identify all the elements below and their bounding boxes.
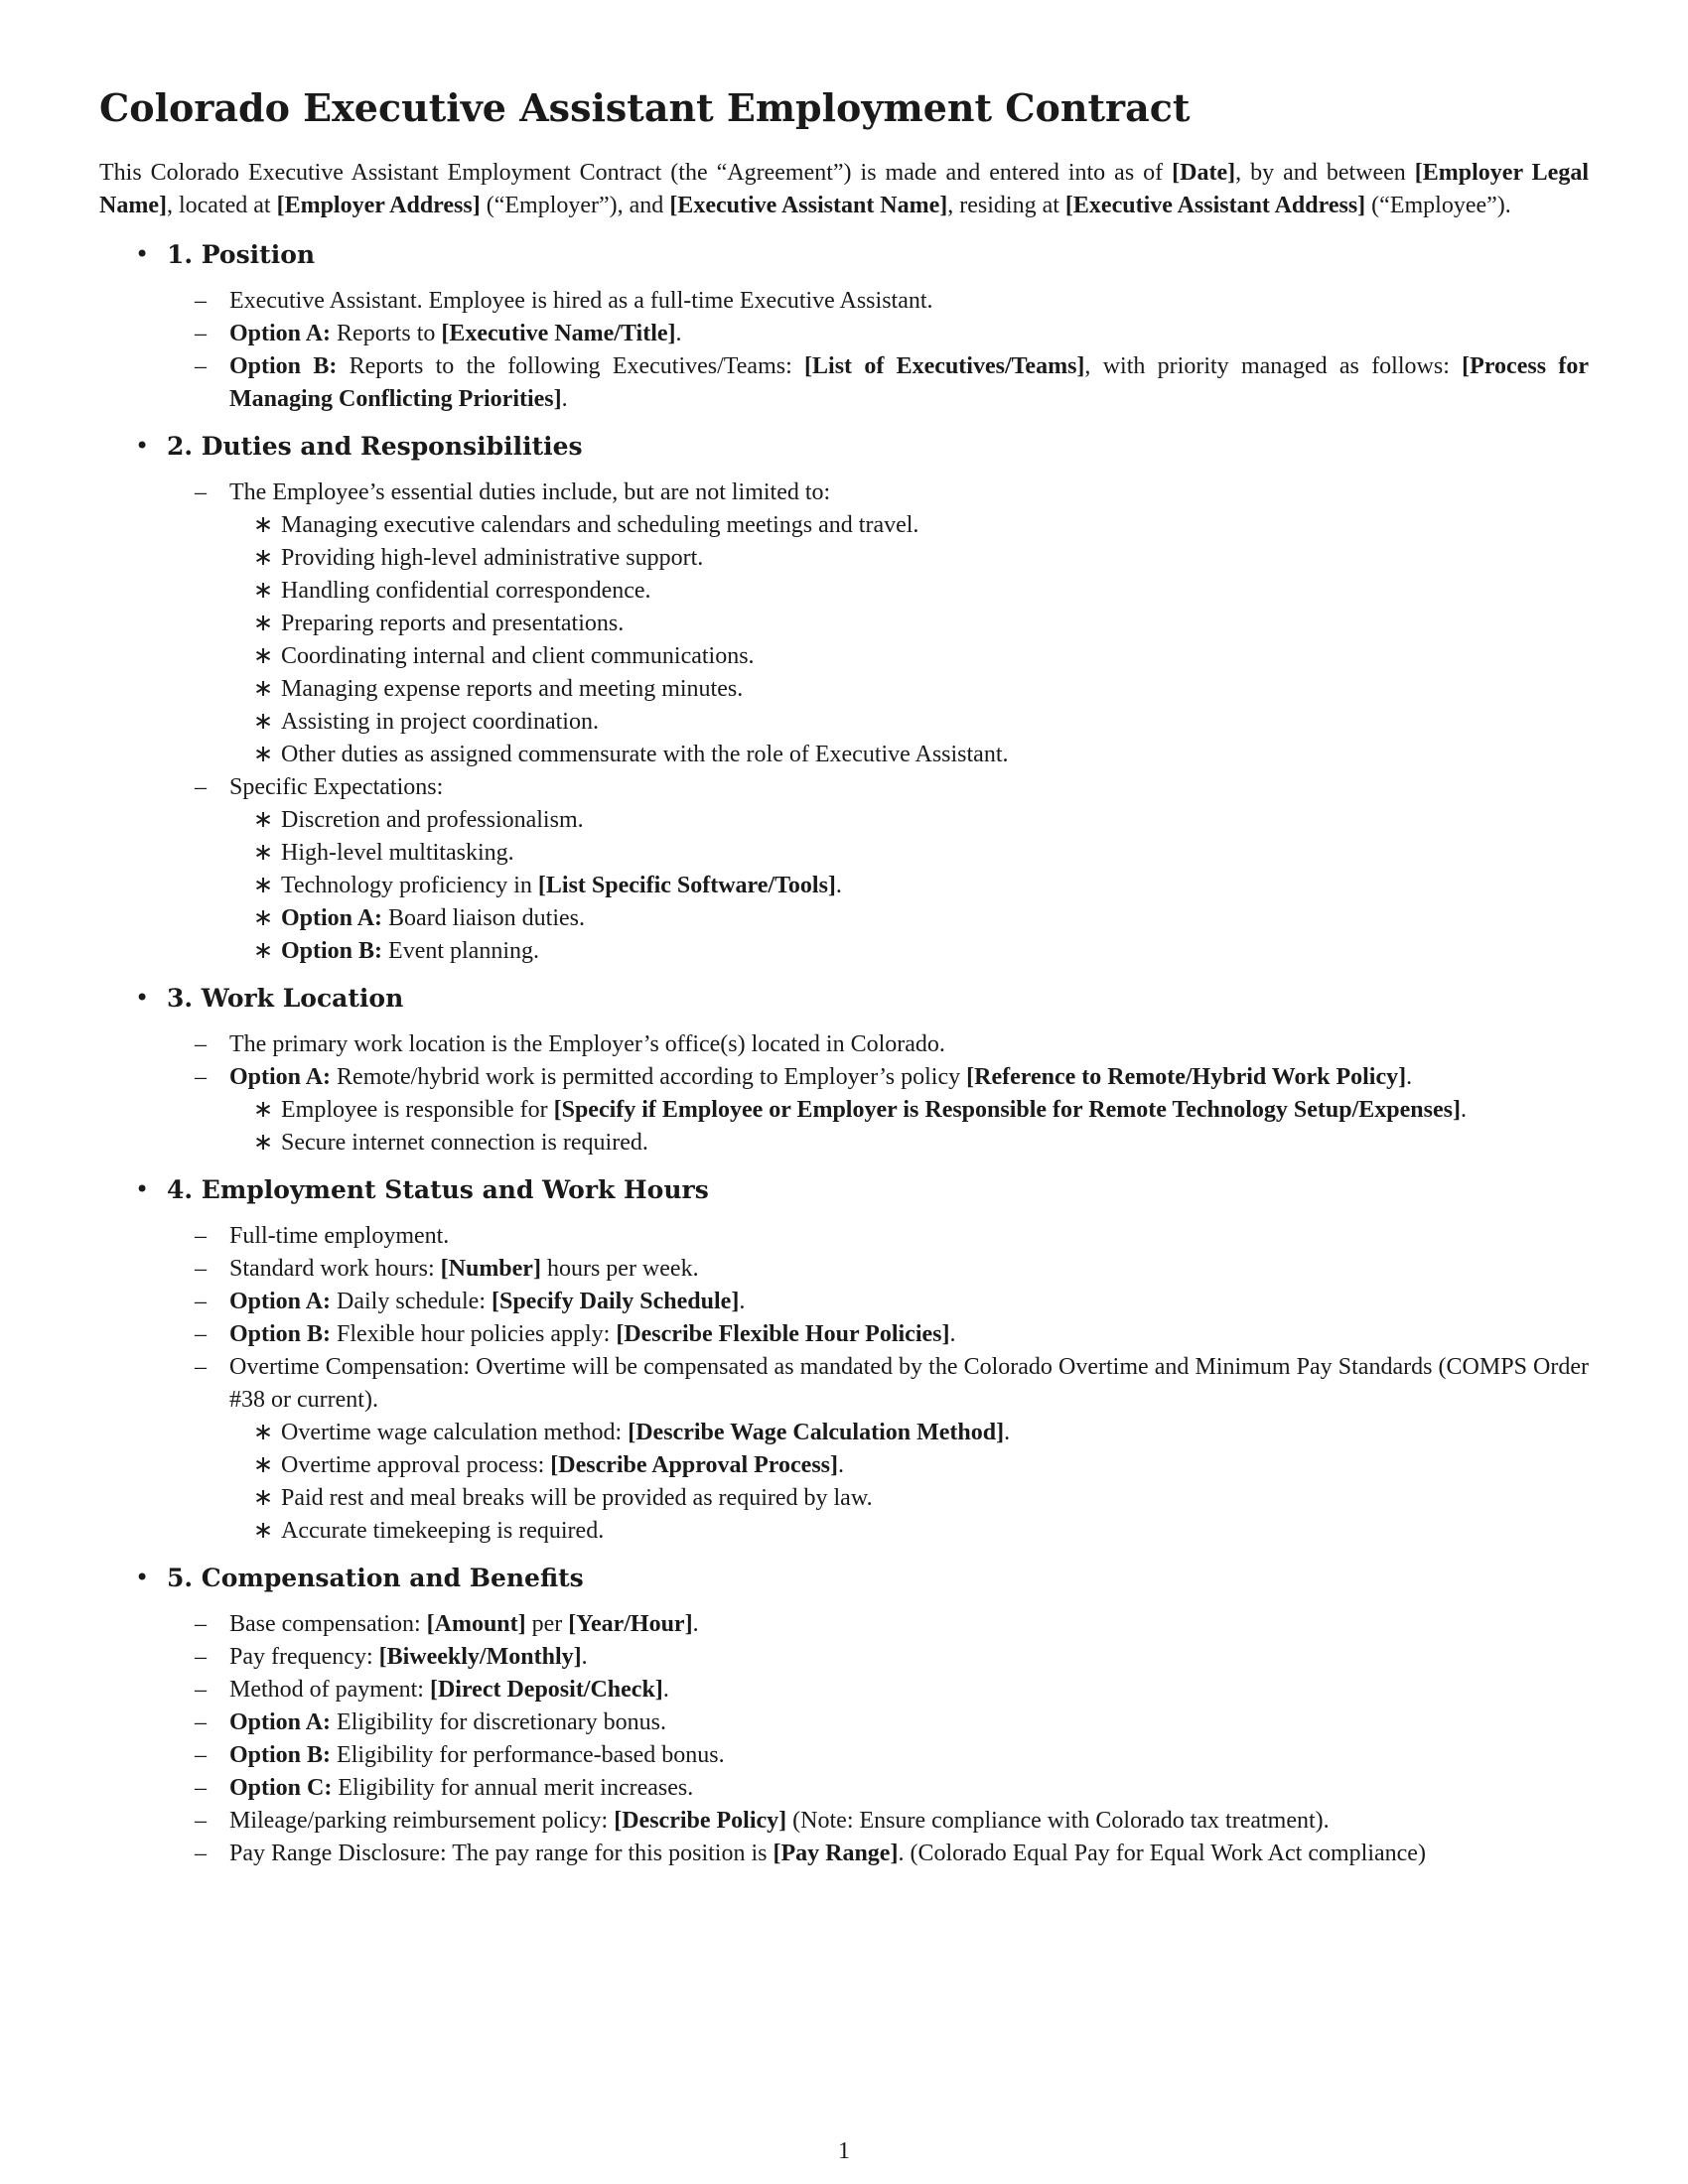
section-title: 5. Compensation and Benefits bbox=[167, 1563, 584, 1592]
dash-icon: – bbox=[195, 287, 207, 314]
option-label: Option B: bbox=[229, 1741, 332, 1768]
dash-icon: – bbox=[195, 1353, 207, 1380]
item-list bbox=[167, 285, 1589, 416]
list-item bbox=[167, 1351, 1589, 1548]
list-item bbox=[167, 1772, 1589, 1805]
sub-list bbox=[229, 804, 1589, 968]
dash-icon: – bbox=[195, 773, 207, 800]
section-work-location bbox=[99, 982, 1589, 1160]
sub-item-text: . bbox=[835, 872, 842, 898]
placeholder-field: [Specify Daily Schedule] bbox=[491, 1288, 740, 1314]
list-item bbox=[167, 1318, 1589, 1351]
page-number: 1 bbox=[838, 2138, 850, 2164]
sub-item-text: Paid rest and meal breaks will be provided as required by law. bbox=[281, 1484, 873, 1511]
asterisk-icon: ∗ bbox=[253, 610, 274, 636]
sub-item-text: Preparing reports and presentations. bbox=[281, 610, 625, 636]
item-text: Specific Expectations: bbox=[229, 773, 444, 800]
dash-icon: – bbox=[195, 320, 207, 346]
sub-item-text: Overtime approval process: bbox=[281, 1451, 551, 1478]
option-label: Option A: bbox=[281, 904, 383, 931]
date-field: [Date] bbox=[1172, 159, 1236, 186]
item-text: Eligibility for annual merit increases. bbox=[332, 1774, 694, 1801]
item-text: . bbox=[739, 1288, 746, 1314]
item-text: Base compensation: bbox=[229, 1610, 427, 1637]
dash-icon: – bbox=[195, 1320, 207, 1347]
placeholder-field: [Describe Policy] bbox=[614, 1807, 787, 1834]
sub-item bbox=[229, 1482, 1589, 1515]
list-item bbox=[167, 285, 1589, 318]
list-item bbox=[167, 1253, 1589, 1286]
sub-item bbox=[229, 673, 1589, 706]
option-label: Option B: bbox=[281, 937, 383, 964]
list-item bbox=[167, 1739, 1589, 1772]
sub-item-text: Managing expense reports and meeting minutes. bbox=[281, 675, 744, 702]
placeholder-field: [Describe Approval Process] bbox=[550, 1451, 838, 1478]
item-text: Pay frequency: bbox=[229, 1643, 379, 1670]
placeholder-field: [Specify if Employee or Employer is Responsible for Remote Technology Setup/Expenses] bbox=[553, 1096, 1461, 1123]
sub-list bbox=[229, 1094, 1589, 1160]
placeholder-field: [List of Executives/Teams] bbox=[804, 352, 1085, 379]
asterisk-icon: ∗ bbox=[253, 806, 274, 833]
dash-icon: – bbox=[195, 1807, 207, 1834]
item-text: . bbox=[581, 1643, 588, 1670]
option-label: Option A: bbox=[229, 1063, 332, 1090]
sub-item bbox=[229, 1127, 1589, 1160]
list-item bbox=[167, 1641, 1589, 1674]
sub-item bbox=[229, 1449, 1589, 1482]
item-text: . (Colorado Equal Pay for Equal Work Act compliance) bbox=[898, 1840, 1426, 1866]
item-list bbox=[167, 477, 1589, 968]
placeholder-field: [Number] bbox=[440, 1255, 541, 1282]
item-text: The primary work location is the Employer’s office(s) located in Colorado. bbox=[229, 1030, 945, 1057]
sub-item-text: Handling confidential correspondence. bbox=[281, 577, 651, 604]
sub-item bbox=[229, 640, 1589, 673]
asterisk-icon: ∗ bbox=[253, 708, 274, 735]
sub-item-text: Board liaison duties. bbox=[382, 904, 586, 931]
item-text: Mileage/parking reimbursement policy: bbox=[229, 1807, 615, 1834]
sub-item-text: Overtime wage calculation method: bbox=[281, 1419, 629, 1445]
sub-item-text: Event planning. bbox=[382, 937, 539, 964]
item-text: Standard work hours: bbox=[229, 1255, 441, 1282]
list-item bbox=[167, 318, 1589, 350]
asterisk-icon: ∗ bbox=[253, 937, 274, 964]
sub-item-text: Assisting in project coordination. bbox=[281, 708, 599, 735]
section-employment-status bbox=[99, 1173, 1589, 1548]
section-title: 4. Employment Status and Work Hours bbox=[167, 1174, 709, 1204]
sub-item bbox=[229, 739, 1589, 771]
item-text: Pay Range Disclosure: The pay range for this position is bbox=[229, 1840, 774, 1866]
dash-icon: – bbox=[195, 1774, 207, 1801]
sub-item-text: Accurate timekeeping is required. bbox=[281, 1517, 605, 1544]
asterisk-icon: ∗ bbox=[253, 1419, 274, 1445]
placeholder-field: [Process for Managing Conflicting Priorities] bbox=[229, 352, 1589, 412]
employer-name-field: [Employer Legal Name] bbox=[99, 159, 1589, 218]
item-text: . bbox=[949, 1320, 956, 1347]
dash-icon: – bbox=[195, 1255, 207, 1282]
item-text: Overtime Compensation: Overtime will be compensated as mandated by the Colorado Overtime and Minimum Pay Standards (COMPS Order #38 or current). bbox=[229, 1353, 1589, 1413]
asterisk-icon: ∗ bbox=[253, 675, 274, 702]
bullet-icon: • bbox=[135, 239, 150, 268]
sub-item bbox=[229, 509, 1589, 542]
list-item bbox=[167, 350, 1589, 416]
option-label: Option A: bbox=[229, 1288, 332, 1314]
sub-item-text: Technology proficiency in bbox=[281, 872, 538, 898]
sub-list bbox=[229, 509, 1589, 771]
bullet-icon: • bbox=[135, 983, 150, 1012]
placeholder-field: [Reference to Remote/Hybrid Work Policy] bbox=[966, 1063, 1407, 1090]
asterisk-icon: ∗ bbox=[253, 1517, 274, 1544]
dash-icon: – bbox=[195, 1840, 207, 1866]
item-text: . bbox=[561, 385, 568, 412]
sub-item-text: . bbox=[1460, 1096, 1467, 1123]
sub-item-text: Providing high-level administrative support. bbox=[281, 544, 704, 571]
section-list bbox=[99, 238, 1589, 1870]
bullet-icon: • bbox=[135, 1174, 150, 1203]
dash-icon: – bbox=[195, 1288, 207, 1314]
sub-item-text: Employee is responsible for bbox=[281, 1096, 554, 1123]
asterisk-icon: ∗ bbox=[253, 1451, 274, 1478]
intro-text: , residing at bbox=[947, 192, 1065, 218]
intro-text: , located at bbox=[166, 192, 277, 218]
item-text: per bbox=[525, 1610, 569, 1637]
option-label: Option B: bbox=[229, 352, 338, 379]
sub-item bbox=[229, 1515, 1589, 1548]
sub-item bbox=[229, 542, 1589, 575]
section-title: 3. Work Location bbox=[167, 983, 404, 1013]
list-item bbox=[167, 1838, 1589, 1870]
item-text: . bbox=[1406, 1063, 1413, 1090]
dash-icon: – bbox=[195, 1643, 207, 1670]
item-text: , with priority managed as follows: bbox=[1084, 352, 1463, 379]
document-page bbox=[99, 85, 1589, 1884]
dash-icon: – bbox=[195, 478, 207, 505]
intro-text: This Colorado Executive Assistant Employment Contract (the “Agreement”) is made and entered into as of bbox=[99, 159, 1173, 186]
intro-text: (“Employer”), and bbox=[480, 192, 670, 218]
sub-item-text: Other duties as assigned commensurate with the role of Executive Assistant. bbox=[281, 741, 1009, 767]
option-label: Option A: bbox=[229, 1708, 332, 1735]
sub-item bbox=[229, 804, 1589, 837]
sub-item bbox=[229, 706, 1589, 739]
sub-item-text: . bbox=[837, 1451, 844, 1478]
dash-icon: – bbox=[195, 1222, 207, 1249]
sub-item-text: Managing executive calendars and scheduling meetings and travel. bbox=[281, 511, 919, 538]
list-item bbox=[167, 1805, 1589, 1838]
asterisk-icon: ∗ bbox=[253, 1129, 274, 1156]
bullet-icon: • bbox=[135, 431, 150, 460]
item-text: The Employee’s essential duties include, but are not limited to: bbox=[229, 478, 831, 505]
list-item bbox=[167, 1608, 1589, 1641]
placeholder-field: [Direct Deposit/Check] bbox=[429, 1676, 663, 1703]
dash-icon: – bbox=[195, 1676, 207, 1703]
item-text: . bbox=[692, 1610, 699, 1637]
placeholder-field: [Pay Range] bbox=[773, 1840, 899, 1866]
intro-paragraph bbox=[99, 157, 1589, 222]
item-text: Flexible hour policies apply: bbox=[331, 1320, 617, 1347]
sub-item-text: Secure internet connection is required. bbox=[281, 1129, 648, 1156]
sub-item bbox=[229, 1417, 1589, 1449]
dash-icon: – bbox=[195, 352, 207, 379]
placeholder-field: [Describe Wage Calculation Method] bbox=[628, 1419, 1005, 1445]
item-text: Reports to the following Executives/Teams: bbox=[337, 352, 805, 379]
item-text: Eligibility for discretionary bonus. bbox=[331, 1708, 666, 1735]
item-list bbox=[167, 1608, 1589, 1870]
item-text: . bbox=[662, 1676, 669, 1703]
list-item bbox=[167, 1028, 1589, 1061]
dash-icon: – bbox=[195, 1030, 207, 1057]
asterisk-icon: ∗ bbox=[253, 1484, 274, 1511]
item-text: Executive Assistant. Employee is hired as a full-time Executive Assistant. bbox=[229, 287, 933, 314]
assistant-address-field: [Executive Assistant Address] bbox=[1064, 192, 1366, 218]
asterisk-icon: ∗ bbox=[253, 872, 274, 898]
list-item bbox=[167, 771, 1589, 968]
dash-icon: – bbox=[195, 1610, 207, 1637]
sub-item-text: Discretion and professionalism. bbox=[281, 806, 584, 833]
item-text: Method of payment: bbox=[229, 1676, 430, 1703]
asterisk-icon: ∗ bbox=[253, 511, 274, 538]
placeholder-field: [List Specific Software/Tools] bbox=[537, 872, 836, 898]
item-list bbox=[167, 1220, 1589, 1548]
list-item bbox=[167, 1706, 1589, 1739]
sub-item-text: Coordinating internal and client communications. bbox=[281, 642, 755, 669]
section-position bbox=[99, 238, 1589, 416]
asterisk-icon: ∗ bbox=[253, 904, 274, 931]
section-title: 2. Duties and Responsibilities bbox=[167, 431, 583, 461]
placeholder-field: [Describe Flexible Hour Policies] bbox=[616, 1320, 950, 1347]
sub-item bbox=[229, 575, 1589, 608]
dash-icon: – bbox=[195, 1063, 207, 1090]
asterisk-icon: ∗ bbox=[253, 741, 274, 767]
item-text: Reports to bbox=[331, 320, 442, 346]
asterisk-icon: ∗ bbox=[253, 577, 274, 604]
option-label: Option C: bbox=[229, 1774, 333, 1801]
sub-item bbox=[229, 902, 1589, 935]
section-duties bbox=[99, 430, 1589, 968]
option-label: Option A: bbox=[229, 320, 332, 346]
placeholder-field: [Amount] bbox=[426, 1610, 526, 1637]
employer-address-field: [Employer Address] bbox=[276, 192, 481, 218]
dash-icon: – bbox=[195, 1708, 207, 1735]
sub-list bbox=[229, 1417, 1589, 1548]
sub-item bbox=[229, 837, 1589, 870]
list-item bbox=[167, 477, 1589, 771]
intro-text: , by and between bbox=[1235, 159, 1415, 186]
item-text: (Note: Ensure compliance with Colorado tax treatment). bbox=[786, 1807, 1330, 1834]
item-text: Eligibility for performance-based bonus. bbox=[331, 1741, 725, 1768]
sub-item bbox=[229, 1094, 1589, 1127]
item-text: hours per week. bbox=[540, 1255, 699, 1282]
item-text: Full-time employment. bbox=[229, 1222, 450, 1249]
assistant-name-field: [Executive Assistant Name] bbox=[669, 192, 948, 218]
list-item bbox=[167, 1286, 1589, 1318]
placeholder-field: [Year/Hour] bbox=[568, 1610, 693, 1637]
sub-item bbox=[229, 870, 1589, 902]
sub-item bbox=[229, 935, 1589, 968]
sub-item-text: High-level multitasking. bbox=[281, 839, 514, 866]
placeholder-field: [Biweekly/Monthly] bbox=[378, 1643, 582, 1670]
item-text: Remote/hybrid work is permitted according to Employer’s policy bbox=[331, 1063, 967, 1090]
item-list bbox=[167, 1028, 1589, 1160]
asterisk-icon: ∗ bbox=[253, 544, 274, 571]
item-text: . bbox=[675, 320, 682, 346]
option-label: Option B: bbox=[229, 1320, 332, 1347]
dash-icon: – bbox=[195, 1741, 207, 1768]
list-item bbox=[167, 1220, 1589, 1253]
asterisk-icon: ∗ bbox=[253, 642, 274, 669]
asterisk-icon: ∗ bbox=[253, 839, 274, 866]
document-title: Colorado Executive Assistant Employment Contract bbox=[99, 85, 1191, 130]
placeholder-field: [Executive Name/Title] bbox=[441, 320, 676, 346]
sub-item-text: . bbox=[1004, 1419, 1011, 1445]
list-item bbox=[167, 1674, 1589, 1706]
list-item bbox=[167, 1061, 1589, 1160]
section-title: 1. Position bbox=[167, 239, 316, 269]
section-compensation bbox=[99, 1562, 1589, 1870]
item-text: Daily schedule: bbox=[331, 1288, 492, 1314]
intro-text: (“Employee”). bbox=[1365, 192, 1511, 218]
asterisk-icon: ∗ bbox=[253, 1096, 274, 1123]
bullet-icon: • bbox=[135, 1563, 150, 1591]
sub-item bbox=[229, 608, 1589, 640]
